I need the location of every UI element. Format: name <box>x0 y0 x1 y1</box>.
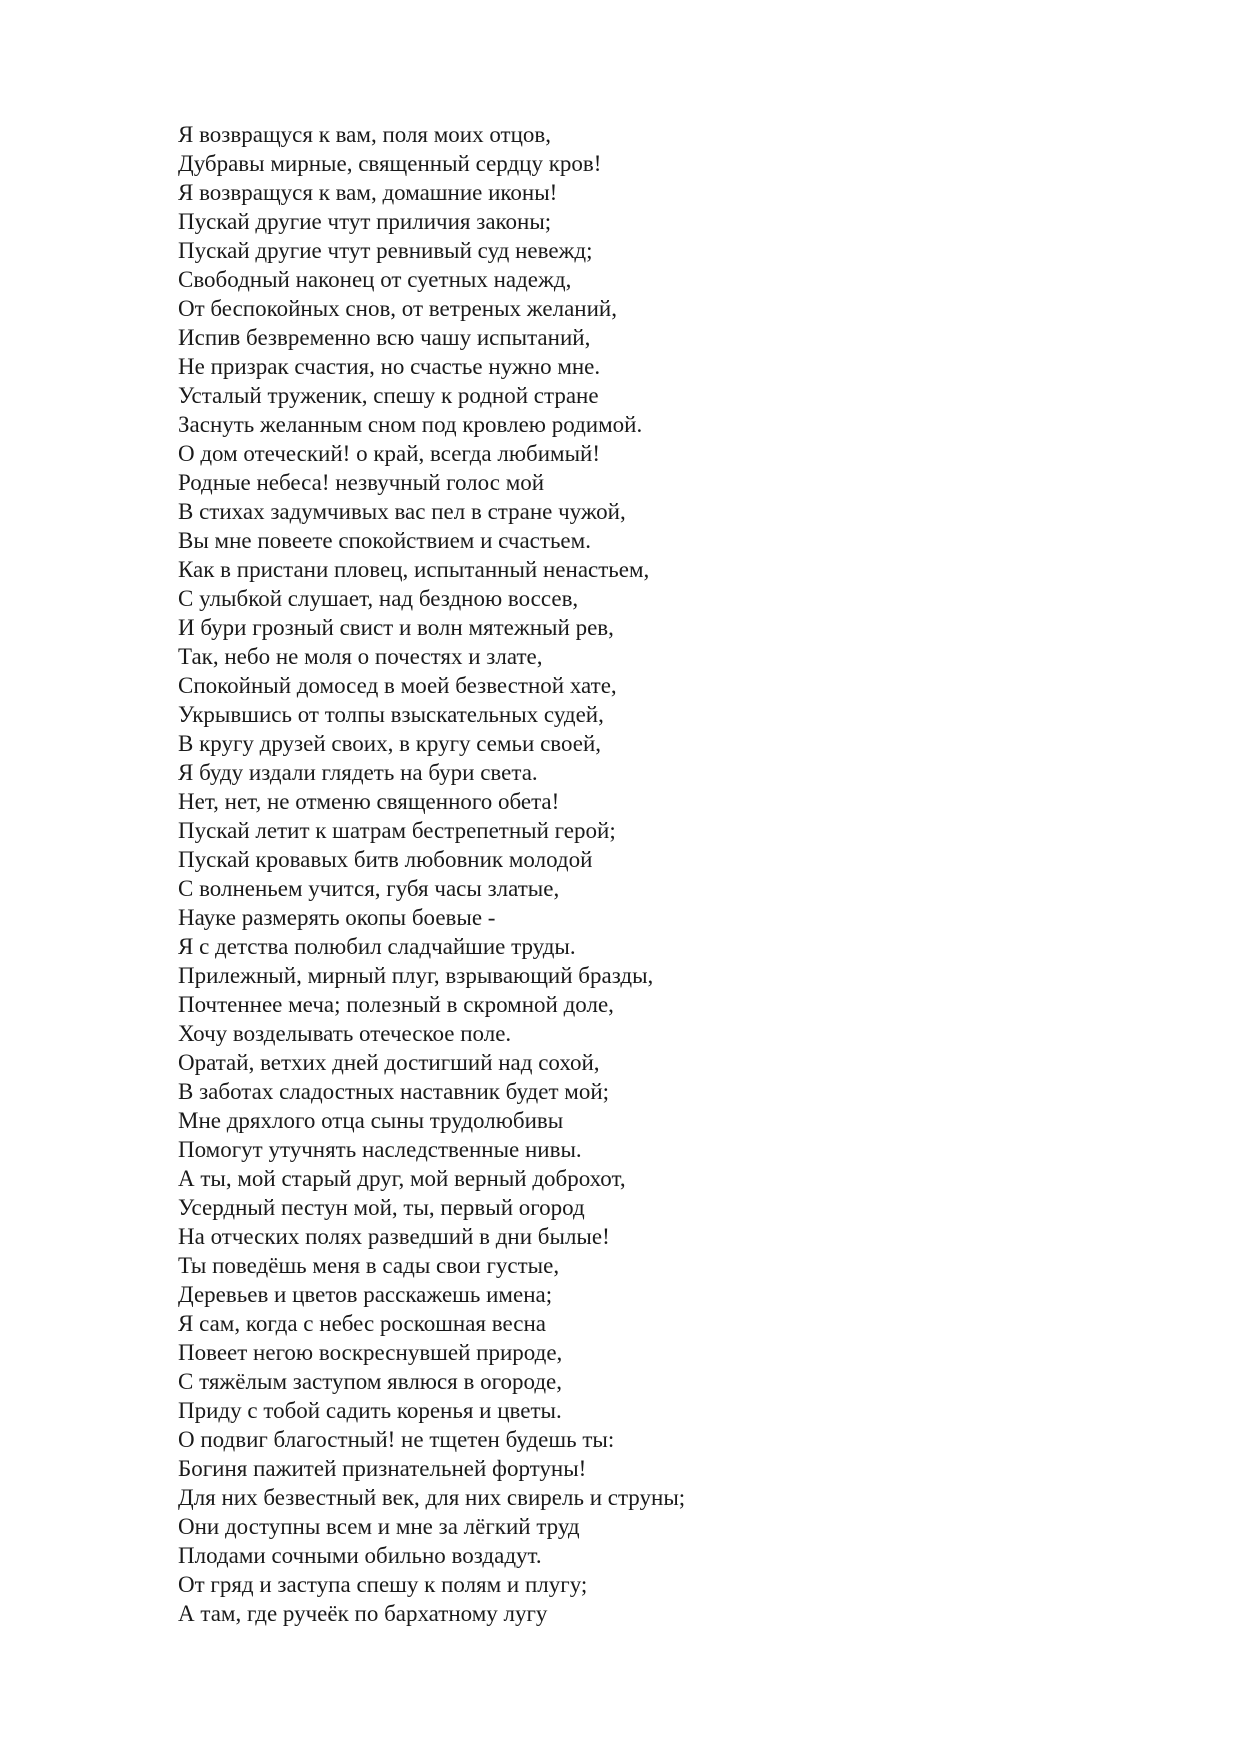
poem-line: О подвиг благостный! не тщетен будешь ты: <box>178 1427 615 1452</box>
poem-line: Прилежный, мирный плуг, взрывающий бразды, <box>178 963 654 988</box>
poem-line: Хочу возделывать отеческое поле. <box>178 1021 512 1046</box>
poem-line: Почтеннее меча; полезный в скромной доле, <box>178 992 614 1017</box>
poem-line: Пускай кровавых битв любовник молодой <box>178 847 593 872</box>
poem-line: Укрывшись от толпы взыскательных судей, <box>178 702 604 727</box>
poem-line: На отческих полях разведший в дни былые! <box>178 1224 610 1249</box>
poem-line: С улыбкой слушает, над бездною воссев, <box>178 586 579 611</box>
poem-line: Усталый труженик, спешу к родной стране <box>178 383 599 408</box>
poem-line: Пускай летит к шатрам бестрепетный герой; <box>178 818 616 843</box>
poem-line: Плодами сочными обильно воздадут. <box>178 1543 542 1568</box>
poem-line: Оратай, ветхих дней достигший над сохой, <box>178 1050 600 1075</box>
poem-line: С волненьем учится, губя часы златые, <box>178 876 560 901</box>
poem-line: Науке размерять окопы боевые - <box>178 905 496 930</box>
poem-line: Я возвращуся к вам, домашние иконы! <box>178 180 558 205</box>
poem-line: Спокойный домосед в моей безвестной хате, <box>178 673 617 698</box>
poem-line: Я с детства полюбил сладчайшие труды. <box>178 934 576 959</box>
poem-line: От гряд и заступа спешу к полям и плугу; <box>178 1572 588 1597</box>
poem-line: Приду с тобой садить коренья и цветы. <box>178 1398 562 1423</box>
poem-line: Дубравы мирные, священный сердцу кров! <box>178 151 602 176</box>
poem-line: Пускай другие чтут ревнивый суд невежд; <box>178 238 593 263</box>
poem-line: Нет, нет, не отменю священного обета! <box>178 789 560 814</box>
poem-line: Заснуть желанным сном под кровлею родимой. <box>178 412 643 437</box>
poem-line: От беспокойных снов, от ветреных желаний, <box>178 296 617 321</box>
poem-line: Родные небеса! незвучный голос мой <box>178 470 545 495</box>
poem-line: Для них безвестный век, для них свирель и струны; <box>178 1485 686 1510</box>
poem-line: Испив безвременно всю чашу испытаний, <box>178 325 591 350</box>
poem-line: Я сам, когда с небес роскошная весна <box>178 1311 546 1336</box>
poem-text <box>178 120 1078 1628</box>
poem-line: Свободный наконец от суетных надежд, <box>178 267 572 292</box>
poem-line: Ты поведёшь меня в сады свои густые, <box>178 1253 560 1278</box>
poem-line: Помогут утучнять наследственные нивы. <box>178 1137 582 1162</box>
poem-line: Пускай другие чтут приличия законы; <box>178 209 552 234</box>
poem-line: Богиня пажитей признательней фортуны! <box>178 1456 587 1481</box>
poem-line: Они доступны всем и мне за лёгкий труд <box>178 1514 580 1539</box>
poem-line: Деревьев и цветов расскажешь имена; <box>178 1282 553 1307</box>
poem-line: Не призрак счастия, но счастье нужно мне. <box>178 354 601 379</box>
poem-line: Я буду издали глядеть на бури света. <box>178 760 538 785</box>
poem-line: О дом отеческий! о край, всегда любимый! <box>178 441 601 466</box>
poem-line: В стихах задумчивых вас пел в стране чужой, <box>178 499 626 524</box>
poem-line: А ты, мой старый друг, мой верный доброхот, <box>178 1166 626 1191</box>
poem-line: Так, небо не моля о почестях и злате, <box>178 644 543 669</box>
poem-line: В заботах сладостных наставник будет мой; <box>178 1079 610 1104</box>
poem-line: Вы мне повеете спокойствием и счастьем. <box>178 528 591 553</box>
poem-line: В кругу друзей своих, в кругу семьи своей, <box>178 731 602 756</box>
poem-line: С тяжёлым заступом явлюся в огороде, <box>178 1369 562 1394</box>
poem-line: Как в пристани пловец, испытанный ненастьем, <box>178 557 650 582</box>
poem-line: А там, где ручеёк по бархатному лугу <box>178 1601 548 1626</box>
poem-line: Я возвращуся к вам, поля моих отцов, <box>178 122 552 147</box>
poem-line: И бури грозный свист и волн мятежный рев, <box>178 615 614 640</box>
poem-line: Мне дряхлого отца сыны трудолюбивы <box>178 1108 564 1133</box>
poem-line: Усердный пестун мой, ты, первый огород <box>178 1195 585 1220</box>
poem-line: Повеет негою воскреснувшей природе, <box>178 1340 563 1365</box>
